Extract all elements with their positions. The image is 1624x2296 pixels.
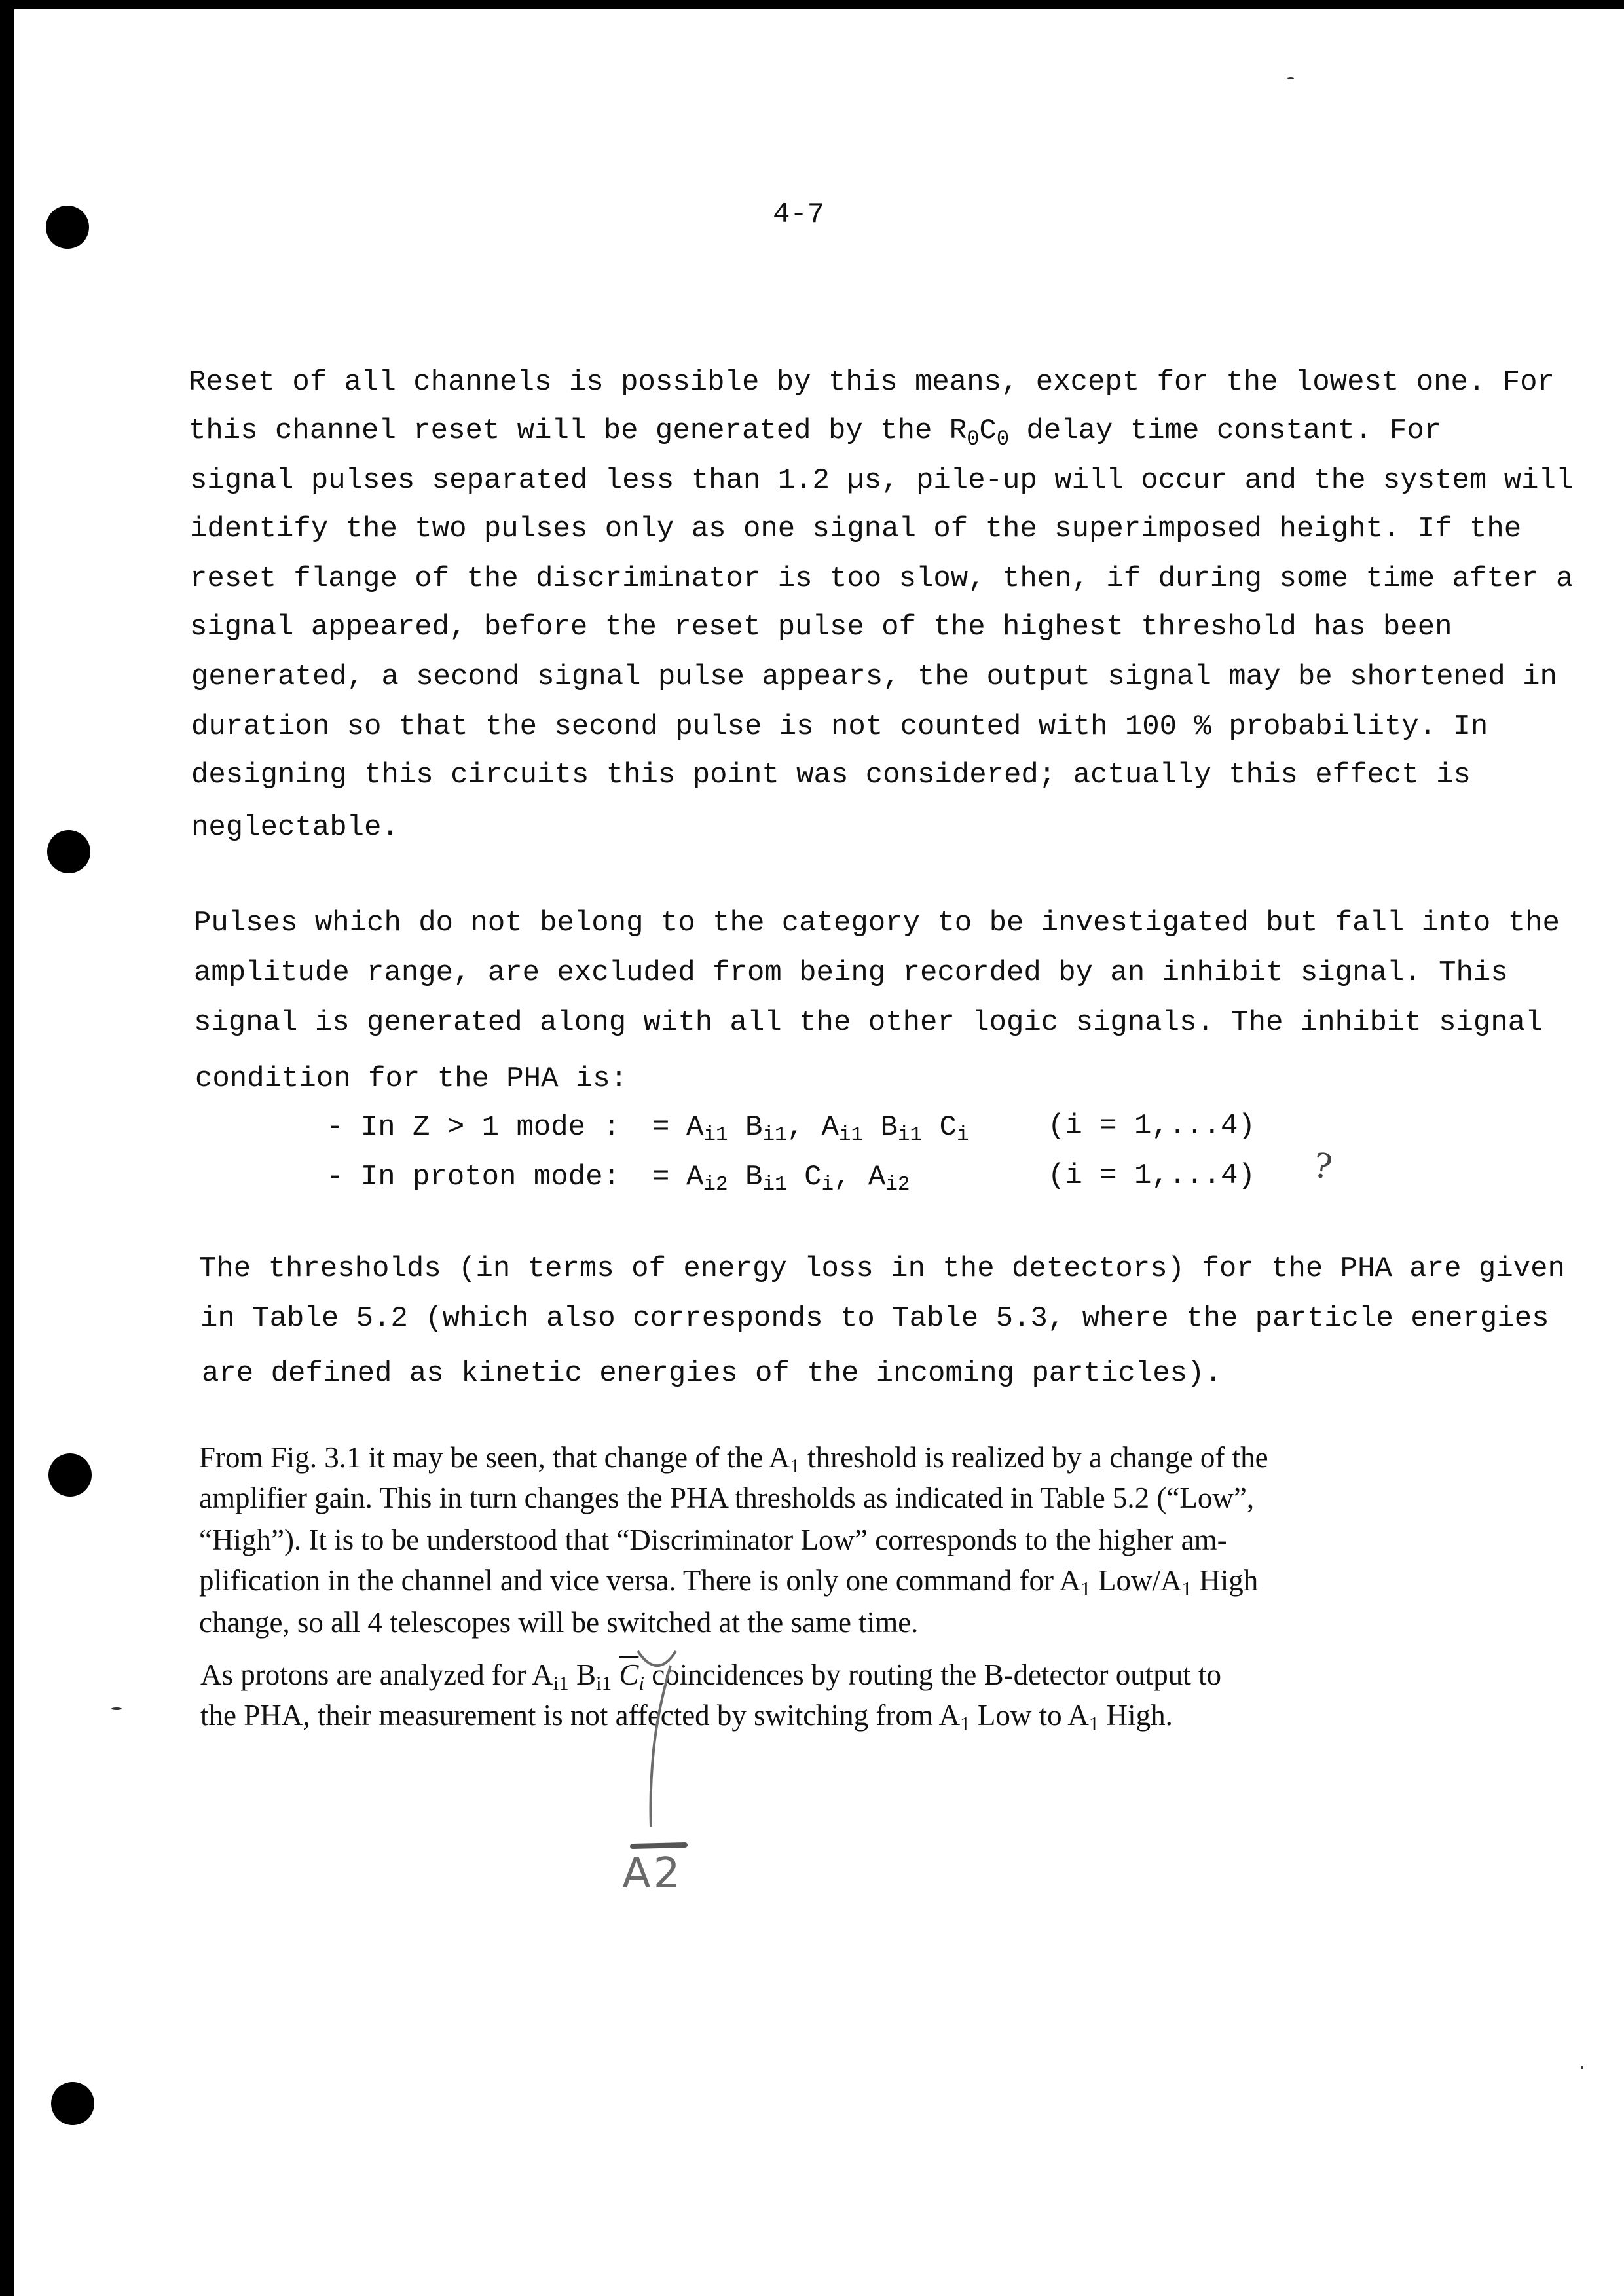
condition-equals: = bbox=[652, 1161, 670, 1194]
condition-range: (i = 1,...4) bbox=[1048, 1110, 1255, 1142]
text-line: As protons are analyzed for Ai1 Bi1 $\overline{C}i$ coincidences by routing the B-detector output to bbox=[200, 1658, 1221, 1694]
text-line: signal pulses separated less than 1.2 µs, pile-up will occur and the system will bbox=[190, 464, 1574, 497]
text-line: reset flange of the discriminator is too slow, then, if during some time after a bbox=[190, 562, 1574, 595]
text-line: signal appeared, before the reset pulse of the highest threshold has been bbox=[190, 611, 1452, 644]
overline-stroke bbox=[633, 1845, 685, 1846]
handwritten-annotation-lines bbox=[14, 9, 1624, 2296]
condition-label: - In proton mode: bbox=[326, 1161, 620, 1194]
text-line: Pulses which do not belong to the category to be investigated but fall into the bbox=[194, 907, 1560, 939]
text-line: Reset of all channels is possible by this means, except for the lowest one. For bbox=[189, 366, 1555, 399]
text-line: signal is generated along with all the other logic signals. The inhibit signal bbox=[194, 1006, 1543, 1039]
text-line: amplifier gain. This in turn changes the PHA thresholds as indicated in Table 5.2 (“Low”, bbox=[199, 1482, 1255, 1514]
condition-range: (i = 1,...4) bbox=[1048, 1159, 1255, 1192]
handwritten-question-mark: ? bbox=[1310, 1146, 1335, 1188]
text-line: change, so all 4 telescopes will be switched at the same time. bbox=[199, 1606, 919, 1639]
text-line: are defined as kinetic energies of the incoming particles). bbox=[202, 1357, 1222, 1390]
text-line: neglectable. bbox=[191, 811, 399, 844]
text-line: plification in the channel and vice versa. There is only one command for A1 Low/A1 High bbox=[199, 1564, 1259, 1600]
text-line: amplitude range, are excluded from being recorded by an inhibit signal. This bbox=[194, 957, 1508, 989]
text-line: in Table 5.2 (which also corresponds to Table 5.3, where the particle energies bbox=[200, 1302, 1549, 1335]
bracket-mark bbox=[638, 1651, 676, 1666]
text-line: generated, a second signal pulse appears, the output signal may be shortened in bbox=[191, 661, 1557, 693]
text-line: identify the two pulses only as one signal of the superimposed height. If the bbox=[190, 513, 1522, 545]
text-line: the PHA, their measurement is not affected by switching from A1 Low to A1 High. bbox=[200, 1699, 1173, 1735]
condition-expression: Ai1 Bi1, Ai1 Bi1 Ci bbox=[686, 1111, 969, 1146]
condition-label: - In Z > 1 mode : bbox=[326, 1111, 620, 1144]
condition-equals: = bbox=[652, 1111, 670, 1144]
text-line: designing this circuits this point was considered; actually this effect is bbox=[191, 759, 1471, 792]
text-line: this channel reset will be generated by the $R_0C_0$ delay time constant. For bbox=[189, 414, 1442, 451]
handwritten-a2-label: A2 bbox=[622, 1850, 683, 1898]
text-line: duration so that the second pulse is not counted with 100 % probability. In bbox=[191, 710, 1488, 743]
text-line: condition for the PHA is: bbox=[195, 1063, 628, 1095]
text-line: “High”). It is to be understood that “Discriminator Low” corresponds to the higher am- bbox=[199, 1523, 1227, 1556]
pointer-line bbox=[651, 1666, 671, 1827]
text-line: From Fig. 3.1 it may be seen, that change of the A1 threshold is realized by a change of the bbox=[199, 1441, 1268, 1477]
text-line: The thresholds (in terms of energy loss in the detectors) for the PHA are given bbox=[199, 1252, 1565, 1285]
page-number: 4-7 bbox=[773, 198, 825, 231]
condition-expression: Ai2 Bi1 Ci, Ai2 bbox=[686, 1161, 910, 1196]
